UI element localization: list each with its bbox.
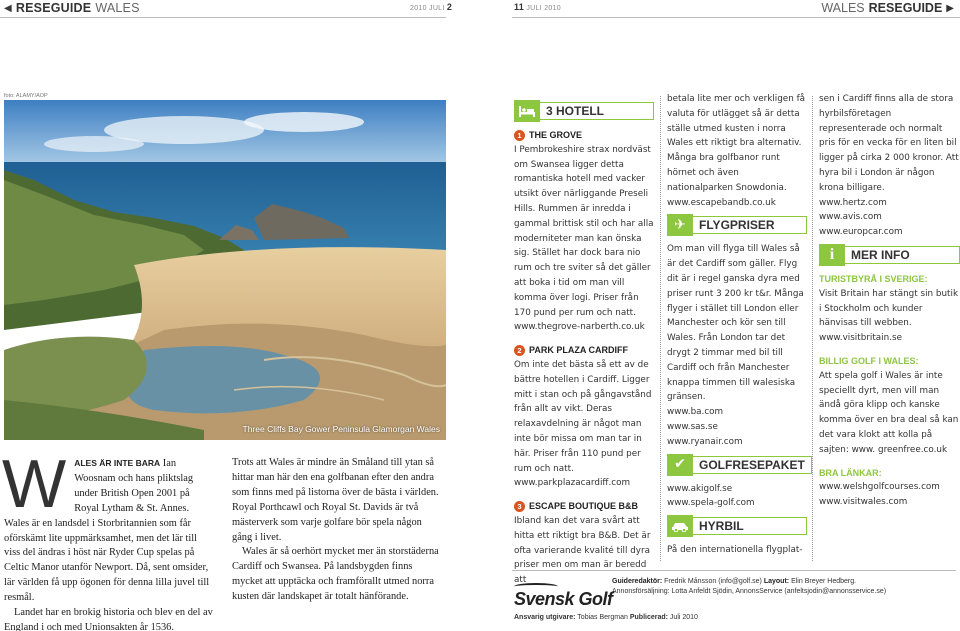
number-badge: 2	[514, 345, 525, 356]
hotel-box-label: 3 HOTELL	[540, 102, 654, 120]
car-rental-continued: sen i Cardiff finns alla de stora hyrbilsföretagen representerade och normalt pris för en vecka för en liten bil ligger på cirka 2 000 kronor. Att hyra bil i London är någon krona billigare.	[819, 94, 959, 193]
info-column	[819, 92, 960, 510]
drop-cap: W	[2, 446, 67, 522]
right-title-bold: RESEGUIDE	[868, 1, 943, 15]
car-icon	[667, 515, 693, 537]
checkmark-icon: ✔	[667, 454, 693, 476]
golf-package-box-title	[667, 454, 807, 476]
useful-link[interactable]: www.visitwales.com	[819, 497, 908, 508]
editor-label: Guideredaktör:	[612, 578, 663, 585]
publisher-value: Tobias Bergman	[577, 614, 628, 621]
hotel-name: ESCAPE BOUTIQUE B&B	[529, 501, 639, 512]
hotels-column	[514, 96, 654, 588]
hotel-2-text: Om inte det bästa så ett av de bättre hotellen i Cardiff. Ligger mitt i stan och på gångavstånd från allt av vikt. Deras relaxavdelning är något man inte bör missa om man tar in här. Priser från 110 pund per rum och natt.	[514, 359, 652, 474]
links-heading: BRA LÄNKAR:	[819, 467, 882, 478]
photo-credit: foto: ALAMY/AOP	[4, 93, 48, 99]
article-lead: ALES ÄR INTE BARA	[74, 458, 161, 468]
colophon-credits	[612, 577, 886, 597]
hotel-name: PARK PLAZA CARDIFF	[529, 345, 628, 356]
landscape-photo	[4, 100, 446, 440]
right-page-header	[821, 0, 954, 16]
article-column-2	[232, 456, 444, 605]
flight-box-title	[667, 214, 807, 236]
cheap-golf-text: Att spela golf i Wales är inte speciellt dyrt, men vill man ändå göra klipp och kanske komma över en bra deal så kan det vara klokt att kolla på sajten: www. greenfree.co.uk	[819, 370, 959, 455]
flight-box-label: FLYGPRISER	[693, 216, 807, 234]
useful-link[interactable]: www.welshgolfcourses.com	[819, 482, 940, 493]
left-page-num: 2	[446, 2, 453, 12]
info-box-title	[819, 244, 960, 266]
left-title-bold: RESEGUIDE	[15, 1, 92, 15]
publisher-label: Ansvarig utgivare:	[514, 614, 576, 621]
hotel-1-heading	[514, 128, 654, 143]
article-column-1	[2, 446, 214, 631]
header-divider-right	[512, 17, 960, 18]
article-text: Ian Woosnam och hans pliktslag under British Open 2001 på Royal Lytham & St. Annes. Wales är en landsdel i Storbritannien som får oförskämt lite uppmärksamhet, men det lär till viss del ändras i höst när Ryder Cup spelas på Celtic Manor utanför Newport. Då, sent omsider, lär världen få upp ögonen för denna lilla juvel till resmål.	[4, 458, 210, 604]
flight-text: Om man vill flyga till Wales så är det Cardiff som gäller. Flyg dit är i regel ganska dyra med priser runt 3 200 kr t&r. Många flyger i stället till London eller Manchester och kör sen till Wales. Från London tar det drygt 2 timmar med bil till Cardiff och från Manchester knappa timmen till walesiska gränsen.	[667, 244, 804, 403]
editor-line	[612, 577, 886, 587]
info-box-label: MER INFO	[845, 246, 960, 264]
left-page-number	[410, 2, 452, 12]
publisher-line	[514, 614, 698, 621]
tourist-office-heading: TURISTBYRÅ I SVERIGE:	[819, 273, 928, 284]
hotel-2-link[interactable]: www.parkplazacardiff.com	[514, 478, 631, 489]
car-rental-box-label: HYRBIL	[693, 517, 807, 535]
hotel-1-text: I Pembrokeshire strax nordväst om Swansea ligger detta romantiska hotell med vacker utsikt över närliggande Preseli Hills. Rummen är inredda i gammal brittisk stil och har alla moderniteter man kan önska sig. Stället har dock bara nio rum och tre sviter så det gäller att boka i tid om man vill komma över logi. Priser från 170 pund per rum och natt.	[514, 144, 654, 318]
left-page-date: 2010 JULI	[410, 5, 445, 12]
colophon	[512, 570, 956, 628]
hotel-3-continued: betala lite mer och verkligen få valuta för utlägget så är detta ställe utmed kusten i norra Wales ett riktigt bra alternativ. Många bra golfbanor runt hörnet och även nationalparken Snowdonia.	[667, 94, 806, 193]
tourist-office-text: Visit Britain har stängt sin butik i Stockholm och kunder hänvisas till webben.	[819, 288, 959, 329]
right-page-date: JULI 2010	[526, 5, 561, 12]
hotel-box-title	[514, 100, 654, 122]
hotel-name: THE GROVE	[529, 130, 583, 140]
travel-column	[667, 92, 807, 558]
number-badge: 1	[514, 130, 525, 141]
article-paragraph: Trots att Wales är mindre än Småland till ytan så hittar man här den ena golfbanan efter den andra som finns med på listorna över de bästa i världen. Royal Porthcawl och Royal St. Davids är två mästerverk som varje golfare bör spela någon gång i livet.	[232, 457, 439, 543]
golf-package-box-label: GOLFRESEPAKET	[693, 456, 812, 474]
column-separator	[660, 96, 661, 561]
logo-text: Svensk Golf	[514, 589, 613, 609]
flight-link[interactable]: www.ba.com	[667, 407, 724, 418]
car-link[interactable]: www.europcar.com	[819, 227, 903, 238]
svensk-golf-logo	[514, 589, 613, 610]
header-divider-left	[0, 17, 446, 18]
right-title-light: WALES	[821, 1, 865, 15]
info-icon: i	[819, 244, 845, 266]
flight-link[interactable]: www.ryanair.com	[667, 436, 743, 447]
triangle-right-icon: ▶	[946, 2, 954, 14]
layout-label: Layout:	[763, 578, 790, 585]
layout-value: Elin Breyer Hedberg.	[791, 578, 857, 585]
editor-value: Fredrik Månsson (info@golf.se)	[664, 578, 764, 585]
number-badge: 3	[514, 501, 525, 512]
right-page-num: 11	[514, 2, 525, 12]
hotel-3-heading	[514, 499, 654, 514]
published-label: Publicerad:	[629, 614, 668, 621]
hotel-3-text: Ibland kan det vara svårt att hitta ett riktigt bra B&B. Det är ofta varierande kvalité till dyra priser men om man är beredd att	[514, 515, 651, 586]
sales-line: Annonsförsäljning: Lotta Anfeldt Sjödin, AnnonsService (anfeltsjodin@annonsservice.se)	[612, 588, 887, 595]
article-paragraph	[2, 446, 214, 606]
hotel-3-link[interactable]: www.escapebandb.co.uk	[667, 197, 776, 208]
published-value: Juli 2010	[669, 614, 698, 621]
car-rental-text: På den internationella flygplat-	[667, 545, 803, 556]
article-paragraph: Landet har en brokig historia och blev en del av England i och med Unionsakten år 1536.	[4, 607, 213, 631]
car-link[interactable]: www.hertz.com	[819, 197, 887, 208]
hotel-2-heading	[514, 343, 654, 358]
airplane-icon: ✈	[667, 214, 693, 236]
car-rental-box-title	[667, 515, 807, 537]
triangle-left-icon: ◀	[4, 2, 12, 14]
bay-photo-illustration	[4, 100, 446, 440]
golf-package-link[interactable]: www.akigolf.se	[667, 483, 733, 494]
photo-caption: Three Cliffs Bay Gower Peninsula Glamorgan Wales	[242, 424, 440, 434]
golf-package-link[interactable]: www.spela-golf.com	[667, 498, 755, 509]
column-separator	[812, 96, 813, 561]
left-page-header	[4, 0, 140, 16]
article-paragraph: Wales är så oerhört mycket mer än storstäderna Cardiff och Swansea. På landsbygden finns mycket att upptäcka och framförallt utmed norra kusten där landskapet är totalt hänförande.	[232, 546, 439, 603]
logo-swoosh	[514, 583, 558, 590]
left-title-light: WALES	[95, 1, 140, 15]
hotel-1-link[interactable]: www.thegrove-narberth.co.uk	[514, 322, 645, 333]
right-page-number	[514, 2, 561, 12]
car-link[interactable]: www.avis.com	[819, 212, 882, 223]
cheap-golf-heading: BILLIG GOLF I WALES:	[819, 355, 919, 366]
flight-link[interactable]: www.sas.se	[667, 421, 718, 432]
bed-icon	[514, 100, 540, 122]
tourist-office-link[interactable]: www.visitbritain.se	[819, 333, 902, 344]
